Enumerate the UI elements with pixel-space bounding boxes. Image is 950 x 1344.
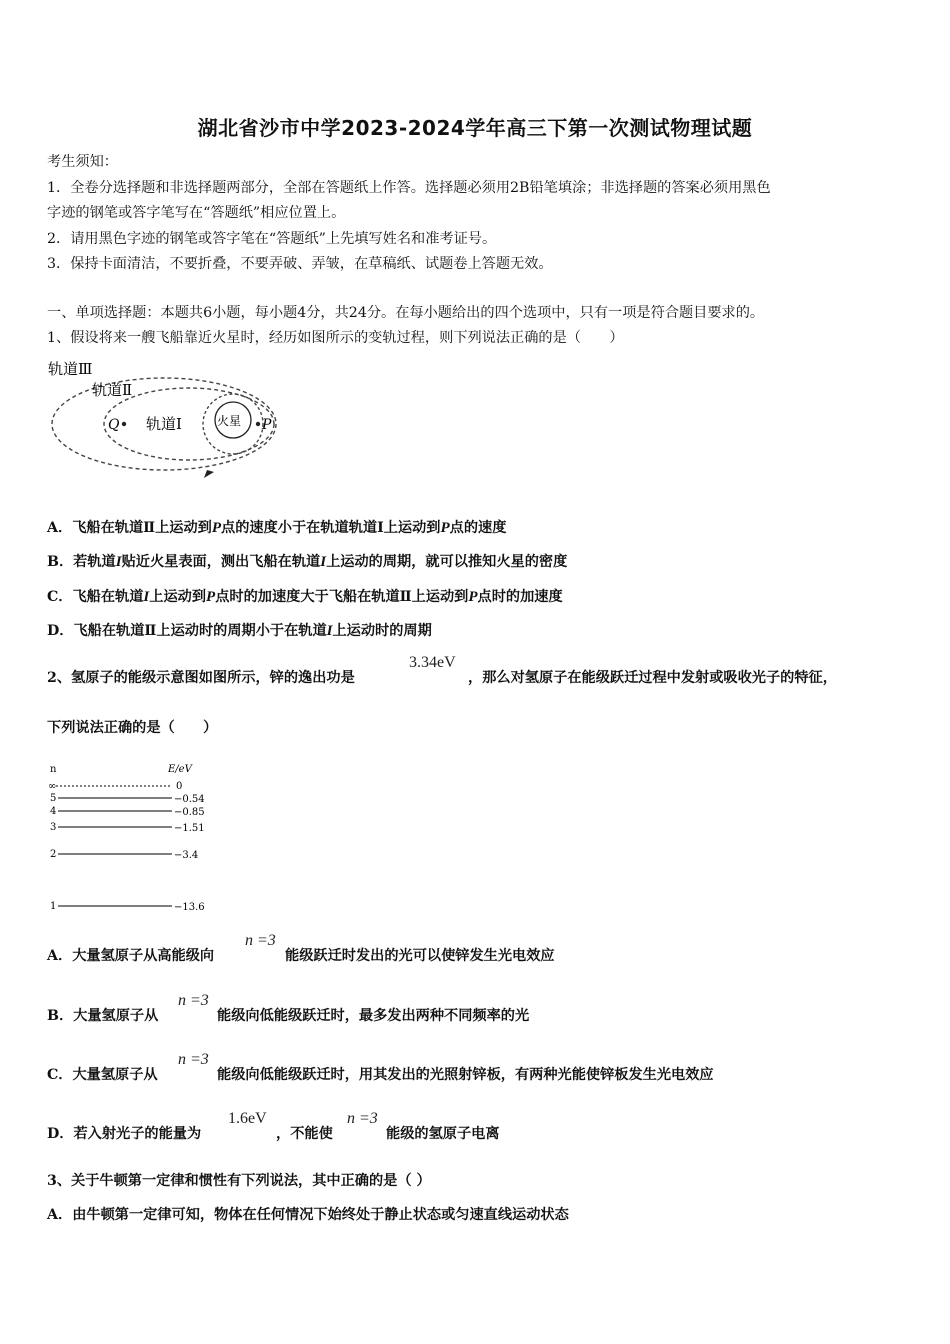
q2-option-d-rest: 能级的氢原子电离 [386, 1126, 500, 1142]
q2-option-b-math: n =3 [178, 992, 209, 1009]
level-2 [50, 849, 198, 861]
section-heading: 一、单项选择题：本题共6小题，每小题4分，共24分。在每小题给出的四个选项中，只有一项是符合题目要求的。 [47, 305, 765, 321]
level-1-e: −13.6 [174, 902, 205, 913]
level-inf-n: ∞ [48, 781, 57, 792]
level-4-n: 4 [50, 806, 57, 817]
q2-stem-b: ，那么对氢原子在能级跃迁过程中发射或吸收光子的特征， [468, 670, 837, 686]
q2-option-d-math1: 1.6eV [228, 1110, 267, 1127]
q2-option-d-math2: n =3 [347, 1110, 378, 1127]
point-q-dot [122, 422, 126, 426]
level-3-e: −1.51 [174, 823, 205, 834]
level-4 [50, 806, 205, 818]
q2-option-a-rest: 能级跃迁时发出的光可以使锌发生光电效应 [285, 948, 555, 964]
level-5 [50, 793, 205, 805]
level-2-n: 2 [50, 849, 57, 860]
page-title: 湖北省沙市中学2023-2024学年高三下第一次测试物理试题 [197, 116, 753, 140]
q2-work-function: 3.34eV [409, 654, 456, 671]
q1-option-b[interactable]: B．若轨道I贴近火星表面，测出飞船在轨道I上运动的周期，就可以推知火星的密度 [47, 554, 568, 570]
q3-option-a[interactable]: A．由牛顿第一定律可知，物体在任何情况下始终处于静止状态或匀速直线运动状态 [47, 1207, 569, 1223]
orbit-i-label: 轨道Ⅰ [146, 415, 182, 433]
point-q-label: Q [108, 417, 120, 433]
q2-stem-c: 下列说法正确的是（ ） [47, 720, 218, 736]
point-p-dot [256, 422, 260, 426]
q2-option-c[interactable]: C．大量氢原子从 [47, 1067, 158, 1083]
n-axis-label: n [50, 764, 57, 775]
level-2-e: −3.4 [174, 850, 199, 861]
point-p-label: P [262, 417, 272, 433]
planet-label: 火星 [217, 414, 242, 428]
q1-stem: 1、假设将来一艘飞船靠近火星时，经历如图所示的变轨过程，则下列说法正确的是（ ） [47, 330, 624, 346]
orbit-iii-label: 轨道Ⅲ [48, 360, 93, 378]
notice-line-1b: 字迹的钢笔或答字笔写在“答题纸”相应位置上。 [47, 205, 346, 221]
q2-option-c-math: n =3 [178, 1051, 209, 1068]
level-1 [50, 901, 205, 913]
level-inf-e: 0 [176, 781, 183, 792]
level-4-e: −0.85 [174, 807, 205, 818]
e-axis-label: E/eV [168, 764, 192, 775]
q2-option-c-rest: 能级向低能级跃迁时，用其发出的光照射锌板，有两种光能使锌板发生光电效应 [217, 1067, 714, 1083]
orbit-diagram [44, 352, 284, 487]
q2-stem-a: 2、氢原子的能级示意图如图所示，锌的逸出功是 [47, 670, 355, 686]
notice-heading: 考生须知： [47, 154, 118, 170]
orbit-ii-label: 轨道Ⅱ [92, 381, 133, 399]
q2-option-a[interactable]: A．大量氢原子从高能级向 [47, 948, 215, 964]
level-3-n: 3 [50, 822, 57, 833]
energy-level-diagram [44, 758, 224, 918]
level-1-n: 1 [50, 901, 57, 912]
q2-option-d-mid: ，不能使 [276, 1126, 333, 1142]
level-inf [48, 781, 182, 792]
orbit-direction-arrow [204, 470, 214, 478]
level-5-n: 5 [50, 793, 57, 804]
level-5-e: −0.54 [174, 794, 205, 805]
q2-option-b[interactable]: B．大量氢原子从 [47, 1008, 159, 1024]
notice-line-1a: 1．全卷分选择题和非选择题两部分，全部在答题纸上作答。选择题必须用2B铅笔填涂；非选择题的答案必须用黑色 [47, 180, 771, 196]
q2-option-b-rest: 能级向低能级跃迁时，最多发出两种不同频率的光 [217, 1008, 530, 1024]
level-3 [50, 822, 205, 834]
q1-option-c[interactable]: C．飞船在轨道I上运动到P点时的加速度大于飞船在轨道Ⅱ上运动到P点时的加速度 [47, 589, 563, 605]
q3-stem: 3、关于牛顿第一定律和惯性有下列说法，其中正确的是（ ） [47, 1173, 431, 1189]
q2-option-d[interactable]: D．若入射光子的能量为 [47, 1126, 202, 1142]
q2-option-a-math: n =3 [245, 932, 276, 949]
q1-option-d[interactable]: D．飞船在轨道Ⅱ上运动时的周期小于在轨道I上运动时的周期 [47, 623, 432, 639]
notice-line-3: 3．保持卡面清洁，不要折叠，不要弄破、弄皱，在草稿纸、试题卷上答题无效。 [47, 256, 553, 272]
notice-line-2: 2．请用黑色字迹的钢笔或答字笔在“答题纸”上先填写姓名和准考证号。 [47, 231, 497, 247]
q1-option-a[interactable]: A．飞船在轨道Ⅱ上运动到P点的速度小于在轨道轨道Ⅰ上运动到P点的速度 [47, 520, 507, 536]
